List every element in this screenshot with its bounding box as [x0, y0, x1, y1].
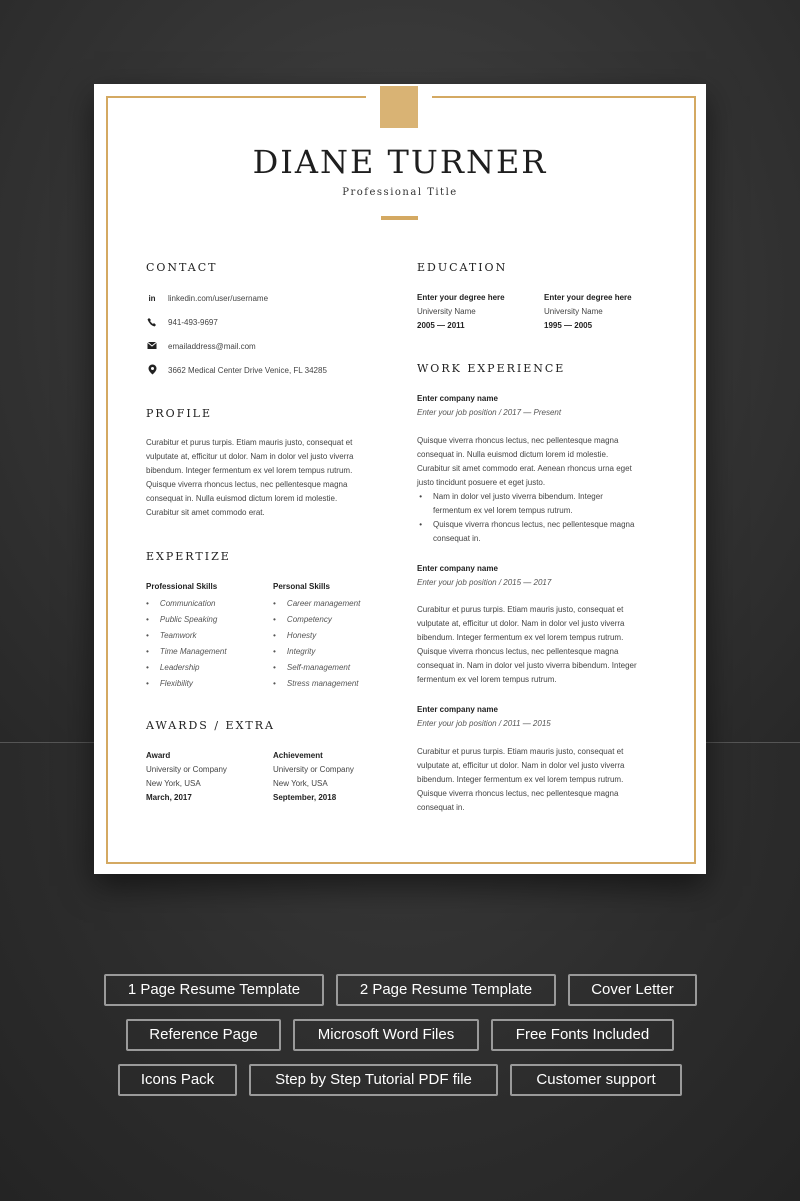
profile-heading: PROFILE — [146, 407, 213, 420]
feature-badge-cover-letter[interactable]: Cover Letter — [568, 974, 697, 1006]
education-item — [544, 291, 632, 333]
job-line: Quisque viverra rhoncus lectus, nec pellentesque magna — [417, 436, 619, 445]
phone-icon — [146, 317, 158, 329]
job-company: Enter company name — [417, 564, 498, 573]
profile-line: consequat in. Nulla euismod dictum lorem id molestie. — [146, 494, 338, 503]
job-position: Enter your job position / 2015 — 2017 — [417, 578, 552, 587]
skill-item: • Communication — [146, 599, 216, 608]
job-line: vulputate at, efficitur ut dolor. Nam in dolor vel justo viverra — [417, 619, 625, 628]
contact-phone: 941-493-9697 — [168, 318, 218, 327]
job-bullet: • Nam in dolor vel justo viverra bibendum. Integer — [417, 492, 603, 501]
job-bullet-cont: consequat in. — [433, 534, 481, 543]
contact-address: 3662 Medical Center Drive Venice, FL 34285 — [168, 366, 327, 375]
skill-item: • Flexibility — [146, 679, 193, 688]
job-company: Enter company name — [417, 394, 498, 403]
frame-gap — [366, 94, 380, 100]
job-bullet: • Quisque viverra rhoncus lectus, nec pellentesque magna — [417, 520, 635, 529]
job-line: Curabitur sit amet commodo erat. Aenean rhoncus urna eget — [417, 464, 632, 473]
award-place: New York, USA — [273, 779, 328, 788]
award-place: New York, USA — [146, 779, 201, 788]
professional-skills-title: Professional Skills — [146, 582, 218, 591]
award-item — [146, 749, 227, 805]
job-line: bibendum. Integer fermentum ex vel lorem tempus rutrum. — [417, 775, 624, 784]
job-line: bibendum. Integer fermentum ex vel lorem tempus rutrum. — [417, 633, 624, 642]
skill-item: • Leadership — [146, 663, 200, 672]
contact-email: emailaddress@mail.com — [168, 342, 256, 351]
job-line: Quisque viverra rhoncus lectus, nec pellentesque magna — [417, 647, 619, 656]
job-bullet-cont: fermentum ex vel lorem tempus rutrum. — [433, 506, 573, 515]
feature-badge-free-fonts[interactable]: Free Fonts Included — [491, 1019, 674, 1051]
skill-item: • Honesty — [273, 631, 317, 640]
job-line: consequat in. — [417, 803, 465, 812]
linkedin-icon: in — [148, 294, 156, 303]
profile-text — [146, 436, 354, 520]
award-date: September, 2018 — [273, 793, 337, 802]
award-title: Award — [146, 751, 171, 760]
job-bullets — [417, 490, 634, 546]
feature-badge-icons-pack[interactable]: Icons Pack — [118, 1064, 237, 1096]
contact-linkedin: linkedin.com/user/username — [168, 294, 269, 303]
feature-badge-reference-page[interactable]: Reference Page — [126, 1019, 281, 1051]
location-icon — [146, 364, 158, 376]
education-school: University Name — [544, 307, 603, 316]
title-underline — [381, 216, 418, 220]
job-line: fermentum ex vel lorem tempus rutrum. — [417, 675, 557, 684]
award-item — [273, 749, 354, 805]
feature-badge-customer-support[interactable]: Customer support — [510, 1064, 682, 1096]
job-position: Enter your job position / 2017 — Present — [417, 408, 562, 417]
job-position: Enter your job position / 2011 — 2015 — [417, 719, 551, 728]
gold-accent-block — [380, 86, 418, 128]
skill-item: • Integrity — [273, 647, 316, 656]
education-school: University Name — [417, 307, 476, 316]
education-years: 2005 — 2011 — [417, 321, 465, 330]
profile-line: Quisque viverra rhoncus lectus, nec pellentesque magna — [146, 480, 348, 489]
job-line: Curabitur et purus turpis. Etiam mauris justo, consequat et — [417, 605, 624, 614]
education-degree: Enter your degree here — [544, 293, 632, 302]
skill-item: • Public Speaking — [146, 615, 218, 624]
education-years: 1995 — 2005 — [544, 321, 593, 330]
job-description — [417, 603, 637, 687]
skill-item: • Career management — [273, 599, 361, 608]
education-heading: EDUCATION — [417, 261, 508, 274]
job-line: Curabitur et purus turpis. Etiam mauris justo, consequat et — [417, 747, 624, 756]
job-line: vulputate at, efficitur ut dolor. Nam in dolor vel justo viverra — [417, 761, 625, 770]
education-item — [417, 291, 505, 333]
profile-line: vulputate at, efficitur ut dolor. Nam in dolor vel justo viverra — [146, 452, 354, 461]
job-line: consequat in. Nulla euismod dictum lorem id molestie. — [417, 450, 609, 459]
feature-badge-2-page-resume[interactable]: 2 Page Resume Template — [336, 974, 556, 1006]
resume-page — [94, 84, 706, 874]
award-date: March, 2017 — [146, 793, 192, 802]
resume-name: DIANE TURNER — [252, 143, 548, 181]
feature-badge-word-files[interactable]: Microsoft Word Files — [293, 1019, 479, 1051]
skill-item: • Stress management — [273, 679, 359, 688]
resume-professional-title: Professional Title — [342, 187, 458, 198]
profile-line: Curabitur et purus turpis. Etiam mauris justo, consequat et — [146, 438, 353, 447]
skill-item: • Self-management — [273, 663, 351, 672]
expertize-heading: EXPERTIZE — [146, 550, 231, 563]
feature-badge-1-page-resume[interactable]: 1 Page Resume Template — [104, 974, 324, 1006]
professional-skills-list — [146, 596, 227, 692]
frame-gap — [418, 94, 432, 100]
job-company: Enter company name — [417, 705, 498, 714]
award-org: University or Company — [273, 765, 354, 774]
job-line: Quisque viverra rhoncus lectus, nec pellentesque magna — [417, 789, 619, 798]
skill-item: • Competency — [273, 615, 332, 624]
job-description — [417, 434, 632, 490]
profile-line: Curabitur sit amet commodo erat. — [146, 508, 265, 517]
personal-skills-title: Personal Skills — [273, 582, 330, 591]
contact-heading: CONTACT — [146, 261, 218, 274]
mail-icon — [146, 341, 158, 353]
job-description — [417, 745, 625, 815]
skill-item: • Time Management — [146, 647, 227, 656]
profile-line: bibendum. Integer fermentum ex vel lorem tempus rutrum. — [146, 466, 353, 475]
education-degree: Enter your degree here — [417, 293, 505, 302]
award-org: University or Company — [146, 765, 227, 774]
awards-heading: AWARDS / EXTRA — [146, 719, 275, 732]
work-heading: WORK EXPERIENCE — [417, 362, 566, 375]
skill-item: • Teamwork — [146, 631, 197, 640]
award-title: Achievement — [273, 751, 323, 760]
feature-badge-tutorial-pdf[interactable]: Step by Step Tutorial PDF file — [249, 1064, 498, 1096]
job-line: justo tincidunt posuere et eget justo. — [417, 478, 546, 487]
personal-skills-list — [273, 596, 360, 692]
job-line: consequat in. Nam in dolor vel justo viverra bibendum. Integer — [417, 661, 637, 670]
